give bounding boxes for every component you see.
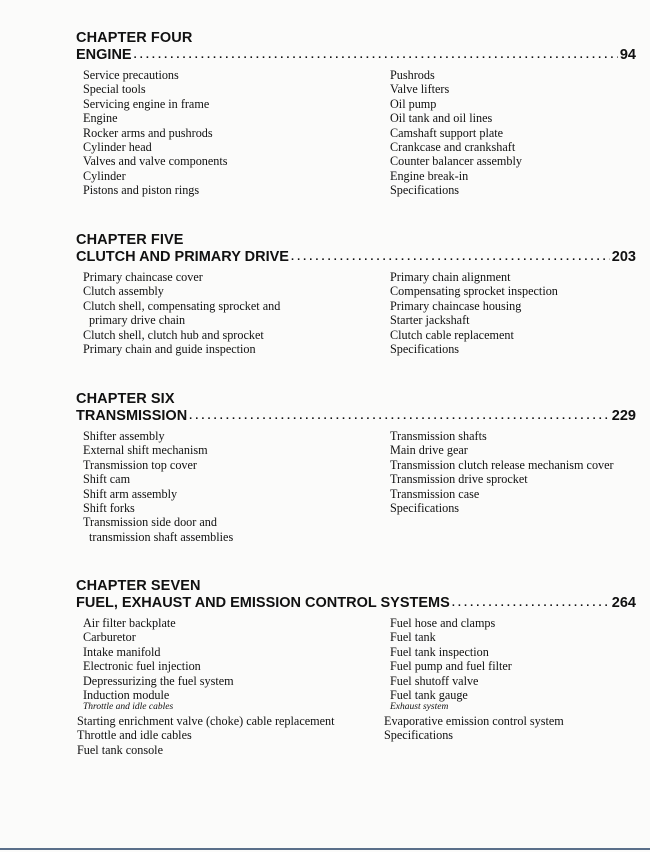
list-item: Primary chain and guide inspection bbox=[83, 342, 256, 357]
list-item: Servicing engine in frame bbox=[83, 96, 210, 111]
page-number: 94 bbox=[619, 47, 636, 63]
list-item: Transmission side door and bbox=[83, 515, 217, 530]
chapter-label: CHAPTER SEVEN bbox=[76, 578, 201, 594]
list-item: Oil tank and oil lines bbox=[390, 111, 493, 126]
leader-dots bbox=[189, 407, 610, 425]
list-item: Clutch cable replacement bbox=[390, 327, 514, 342]
list-item: Specifications bbox=[390, 183, 460, 198]
list-item: Crankcase and crankshaft bbox=[390, 140, 516, 155]
list-item: primary drive chain bbox=[89, 313, 186, 328]
topic-list-right bbox=[390, 68, 522, 198]
list-item: Fuel shutoff valve bbox=[390, 673, 479, 688]
list-item: Fuel tank gauge bbox=[390, 688, 468, 703]
list-subnote: Throttle and idle cables bbox=[83, 702, 174, 713]
topic-list-right bbox=[390, 270, 558, 356]
chapter-title: FUEL, EXHAUST AND EMISSION CONTROL SYSTEMS bbox=[76, 595, 450, 611]
list-item: Transmission top cover bbox=[83, 457, 197, 472]
list-item: Air filter backplate bbox=[83, 616, 176, 630]
list-item: Induction module bbox=[83, 688, 170, 703]
list-item: Compensating sprocket inspection bbox=[390, 284, 558, 299]
topic-list-left bbox=[83, 68, 228, 198]
list-item: External shift mechanism bbox=[83, 443, 208, 458]
list-item: Oil pump bbox=[390, 96, 437, 111]
chapter-title: CLUTCH AND PRIMARY DRIVE bbox=[76, 249, 289, 265]
list-item: Shifter assembly bbox=[83, 429, 165, 443]
chapter-label: CHAPTER SIX bbox=[76, 391, 175, 407]
page-number: 264 bbox=[611, 595, 636, 611]
list-item: Shift cam bbox=[83, 472, 131, 487]
list-item: Engine bbox=[83, 111, 118, 126]
chapter-title: ENGINE bbox=[76, 47, 132, 63]
list-item: Fuel pump and fuel filter bbox=[390, 659, 512, 674]
page-bottom-edge bbox=[0, 848, 650, 850]
list-item: Starting enrichment valve (choke) cable replacement bbox=[77, 714, 335, 728]
leader-dots bbox=[291, 248, 610, 266]
list-item: Clutch assembly bbox=[83, 284, 164, 299]
chapter-title-row[interactable] bbox=[76, 249, 636, 266]
list-item: Clutch shell, compensating sprocket and bbox=[83, 298, 281, 313]
topic-list-right bbox=[390, 429, 614, 515]
topic-list-left bbox=[83, 429, 233, 544]
topic-list-right bbox=[390, 616, 512, 713]
list-item: Pistons and piston rings bbox=[83, 183, 200, 198]
chapter-label: CHAPTER FIVE bbox=[76, 232, 184, 248]
list-subnote: Exhaust system bbox=[390, 702, 449, 713]
list-item: Fuel tank inspection bbox=[390, 644, 489, 659]
list-item: Counter balancer assembly bbox=[390, 154, 522, 169]
chapter-title: TRANSMISSION bbox=[76, 408, 188, 424]
list-item: Cylinder bbox=[83, 168, 126, 183]
list-item: Clutch shell, clutch hub and sprocket bbox=[83, 327, 264, 342]
list-item: Valves and valve components bbox=[83, 154, 228, 169]
chapter-label: CHAPTER FOUR bbox=[76, 30, 193, 46]
list-item: Intake manifold bbox=[83, 644, 161, 659]
leader-dots bbox=[452, 594, 610, 612]
chapter-title-row[interactable] bbox=[76, 47, 636, 64]
list-item: Specifications bbox=[390, 501, 460, 516]
list-item: Transmission shafts bbox=[390, 429, 487, 443]
list-item: Rocker arms and pushrods bbox=[83, 125, 213, 140]
list-item: Special tools bbox=[83, 82, 146, 97]
topic-list-right-continued bbox=[384, 714, 564, 743]
chapter-title-row[interactable] bbox=[76, 408, 636, 425]
list-item: Main drive gear bbox=[390, 443, 468, 458]
list-item: Starter jackshaft bbox=[390, 313, 470, 328]
list-item: Primary chain alignment bbox=[390, 270, 511, 284]
list-item: Fuel tank bbox=[390, 630, 436, 645]
list-item: transmission shaft assemblies bbox=[89, 529, 234, 544]
topic-list-left bbox=[83, 616, 234, 713]
list-item: Throttle and idle cables bbox=[77, 728, 192, 743]
list-item: Camshaft support plate bbox=[390, 125, 504, 140]
list-item: Fuel tank console bbox=[77, 742, 163, 757]
list-item: Shift forks bbox=[83, 501, 135, 516]
list-item: Pushrods bbox=[390, 68, 435, 82]
list-item: Specifications bbox=[390, 342, 460, 357]
list-item: Valve lifters bbox=[390, 82, 450, 97]
chapter-title-row[interactable] bbox=[76, 595, 636, 612]
list-item: Cylinder head bbox=[83, 140, 152, 155]
topic-list-left-continued bbox=[77, 714, 335, 757]
leader-dots bbox=[134, 46, 618, 64]
list-item: Primary chaincase housing bbox=[390, 298, 522, 313]
list-item: Engine break-in bbox=[390, 168, 469, 183]
list-item: Depressurizing the fuel system bbox=[83, 673, 234, 688]
list-item: Primary chaincase cover bbox=[83, 270, 203, 284]
topic-list-left bbox=[83, 270, 280, 356]
list-item: Transmission drive sprocket bbox=[390, 472, 528, 487]
list-item: Shift arm assembly bbox=[83, 486, 178, 501]
page-number: 203 bbox=[611, 249, 636, 265]
list-item: Transmission case bbox=[390, 486, 480, 501]
page-number: 229 bbox=[611, 408, 636, 424]
list-item: Electronic fuel injection bbox=[83, 659, 201, 674]
list-item: Fuel hose and clamps bbox=[390, 616, 496, 630]
list-item: Service precautions bbox=[83, 68, 179, 82]
list-item: Carburetor bbox=[83, 630, 136, 645]
list-item: Transmission clutch release mechanism cover bbox=[390, 457, 614, 472]
list-item: Specifications bbox=[384, 728, 454, 743]
list-item: Evaporative emission control system bbox=[384, 714, 564, 728]
